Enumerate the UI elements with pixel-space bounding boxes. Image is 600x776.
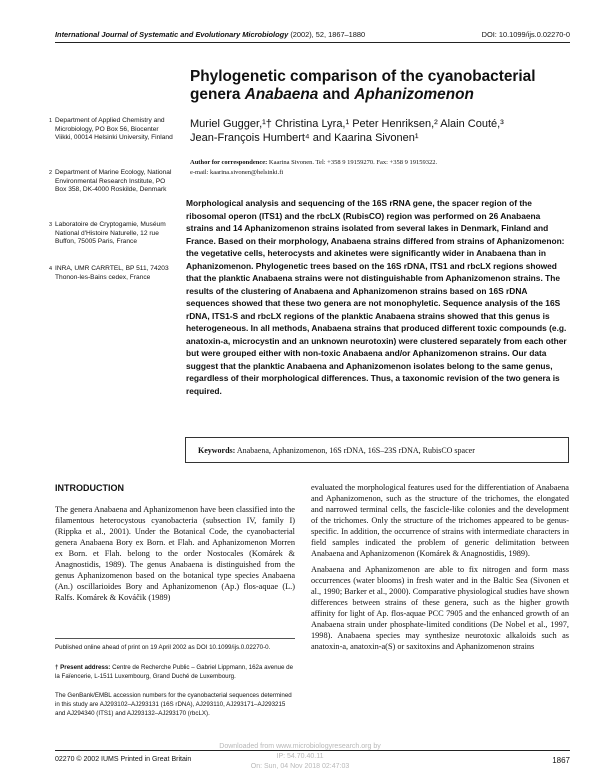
affiliation-4	[49, 265, 175, 282]
affiliation-1	[49, 117, 175, 143]
download-line-3: On: Sun, 04 Nov 2018 02:47:03	[250, 763, 350, 770]
title-genus-anabaena: Anabaena	[244, 86, 319, 103]
affiliation-number: 2	[49, 170, 53, 176]
journal-citation: (2002), 52, 1867–1880	[288, 30, 366, 39]
affiliation-text: INRA, UMR CARRTEL, BP 511, 74203 Thonon-les-Bains cedex, France	[55, 265, 169, 281]
title-and: and	[318, 86, 355, 103]
keywords-list: Anabaena, Aphanizomenon, 16S rDNA, 16S–23S rDNA, RubisCO spacer	[235, 446, 475, 455]
title-genus-aphanizomenon: Aphanizomenon	[354, 86, 474, 103]
title-line-2	[190, 86, 570, 104]
journal-header	[55, 30, 365, 39]
affiliation-text: Laboratoire de Cryptogamie, Muséum National d'Histoire Naturelle, 12 rue Buffon, 75005 Paris, France	[55, 221, 166, 246]
correspondence	[190, 158, 570, 178]
intro-paragraph-2: evaluated the morphological features used for the differentiation of Anabaena and Aphanizomenon, such as the structure of the trichomes, the elongated and narrowed terminal cells, the fascicle-like colonies and the development of the trichomes. Only the structure of the trichomes appeared to be genus-specific. In addition, the occurrence of strains with intermediate characters in field samples indicated the problem of generic delimitation between Anabaena and Aphanizomenon (Komárek & Anagnostidis, 1989).	[311, 483, 569, 558]
affiliation-2	[49, 169, 175, 195]
affiliation-number: 3	[49, 222, 53, 228]
abstract: Morphological analysis and sequencing of the 16S rRNA gene, the spacer region of the ribosomal operon (ITS1) and the rbcLX (RubisCO) region was performed on 26 Anabaena strains and 14 Aphanizomenon strains isolated from several lakes in Denmark, Finland and France. Based on their morphology, Anabaena strains differed from strains of Aphanizomenon: the vegetative cells, heterocysts and akinetes were significantly wider in Anabaena than in Aphanizomenon. Phylogenetic trees based on the 16S rDNA, ITS1 and rbcLX regions showed that the planktic Anabaena strains were not distinguishable from Aphanizomenon strains. The results of the clustering of Anabaena and Aphanizomenon strains based on 16S rDNA sequences showed that these two genera are not monophyletic. Sequence analysis of the 16S rDNA, ITS1-S and rbcLX regions of the planktic Anabaena strains showed that this genus is heterogeneous. In all methods, Anabaena strains that produced different toxic compounds (e.g. anatoxin-a, microcystin and an unknown neurotoxin) were clustered separately from each other but were grouped either with non-toxic Anabaena and/or Aphanizomenon strains. Our data suggest that the planktic Anabaena and Aphanizomenon isolates belong to the same genus, regardless of their morphological differences. Thus, a taxonomic revision of the two genera is required.	[186, 198, 567, 396]
intro-paragraph-1: The genera Anabaena and Aphanizomenon have been classified into the filamentous heterocystous cyanobacteria (subsection IV, family I) (Rippka et al., 2001). Under the Botanical Code, the cyanobacterial genera Anabaena Bory ex Born. et Flah. and Aphanizomenon Morren ex Born. et Flah. belong to the order Nostocales (Komárek & Anagnostidis, 1989). The genus Anabaena is distinguished from the genus Aphanizomenon based on the botanical type species Anabaena (An.) oscillarioides Bory and Aphanizomenon (Ap.) flos-aquae (L.) Ralfs. Komárek & Kováčik (1989)	[55, 505, 295, 602]
affiliation-text: Department of Marine Ecology, National Environmental Research Institute, PO Box 358, DK-4000 Roskilde, Denmark	[55, 169, 172, 194]
authors-line-2: Jean-François Humbert⁴ and Kaarina Sivonen¹	[190, 132, 419, 144]
article-title	[190, 68, 570, 104]
keywords-label: Keywords:	[198, 446, 236, 455]
affiliation-3	[49, 221, 175, 247]
affiliation-number: 1	[49, 118, 53, 124]
download-line-1: Downloaded from www.microbiologyresearch.org by	[219, 743, 381, 750]
footnote-published: Published online ahead of print on 19 April 2002 as DOI 10.1099/ijs.0.02270-0.	[55, 644, 271, 651]
title-prefix: genera	[190, 86, 245, 103]
affiliation-number: 4	[49, 266, 53, 272]
affiliation-text: Department of Applied Chemistry and Microbiology, PO Box 56, Biocenter Viikki, 00014 Helsinki University, Finland	[55, 117, 173, 142]
introduction-heading: INTRODUCTION	[55, 483, 124, 493]
intro-paragraph-3: Anabaena and Aphanizomenon are able to fix nitrogen and form mass occurrences (water blooms) in fresh water and in the Baltic Sea (Sivonen et al., 1990; Barker et al., 2000). Comparative physiological studies have shown differences between strains of these genera, such as the higher growth affinity for light of Ap. flos-aquae PCC 7905 and the enhanced growth of an Anabaena strain under phosphate-limited conditions (De Nobel et al., 1997, 1998). Anabaena species may synthesize neurotoxic alkaloids such as anatoxin-a, anatoxin-a(S) or saxitoxins and Aphanizomenon strains	[311, 565, 569, 651]
header-rule	[55, 42, 570, 43]
download-watermark	[180, 742, 420, 772]
authors-line-1: Muriel Gugger,¹† Christina Lyra,¹ Peter Henriksen,² Alain Couté,³	[190, 118, 504, 130]
footnote-present-label: † Present address:	[55, 664, 111, 671]
doi-header: DOI: 10.1099/ijs.0.02270-0	[481, 30, 570, 39]
introduction-column-1	[55, 504, 295, 603]
footnote-genbank: The GenBank/EMBL accession numbers for the cyanobacterial sequences determined in this study are AJ293102–AJ293131 (16S rDNA), AJ293110, AJ293171–AJ293215 and AJ294340 (ITS1) and AJ293132–AJ293170 (rbcLX).	[55, 692, 292, 717]
correspondence-label: Author for correspondence:	[190, 159, 268, 166]
footnote-rule	[55, 638, 295, 639]
introduction-column-2	[311, 482, 569, 652]
journal-name: International Journal of Systematic and Evolutionary Microbiology	[55, 30, 289, 39]
footnote-present-address	[55, 664, 295, 682]
title-line-1: Phylogenetic comparison of the cyanobacterial	[190, 68, 536, 85]
author-list	[190, 117, 570, 145]
correspondence-details: Kaarina Sivonen. Tel: +358 9 19159270. Fax: +358 9 19159322.	[267, 159, 438, 166]
footer-copyright: 02270 © 2002 IUMS Printed in Great Britain	[55, 756, 192, 763]
keywords-box	[185, 437, 569, 463]
footnote-present-text: Centre de Recherche Public – Gabriel Lippmann, 162a avenue de la Faïencerie, L-1511 Luxembourg, Grand Duché de Luxembourg.	[55, 664, 294, 680]
page-number: 1867	[552, 756, 570, 765]
download-line-2: IP: 54.70.40.11	[276, 753, 324, 760]
correspondence-email[interactable]: e-mail: kaarina.sivonen@helsinki.fi	[190, 169, 284, 176]
